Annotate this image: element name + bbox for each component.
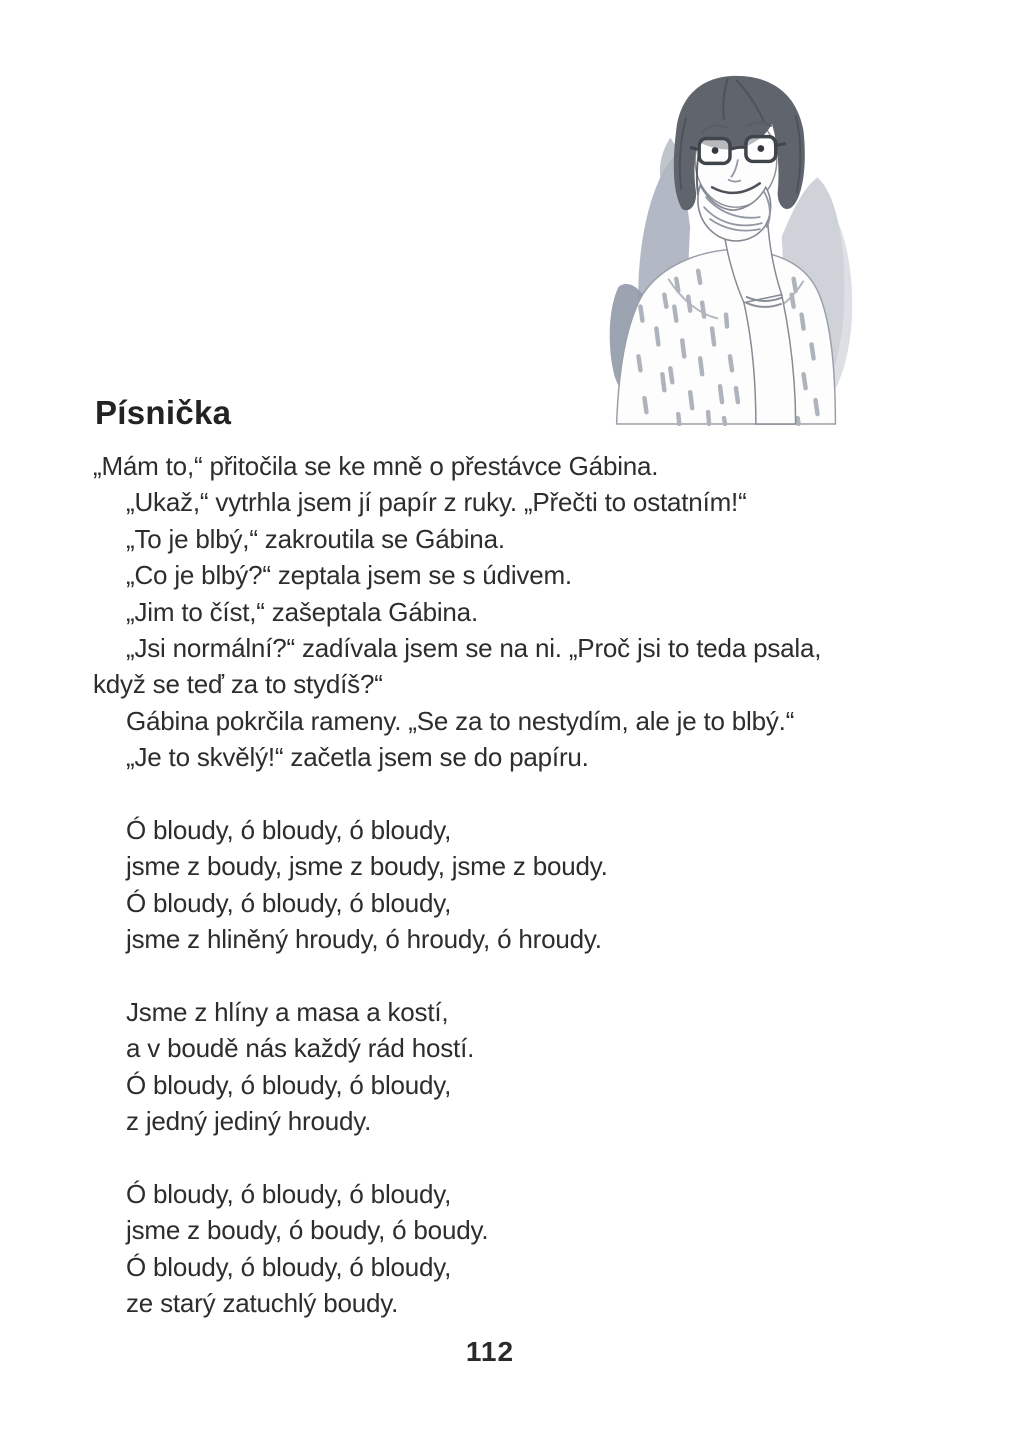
- song-line: z jedný jediný hroudy.: [126, 1106, 372, 1137]
- prose-line: „Ukaž,“ vytrhla jsem jí papír z ruky. „Přečti to ostatním!“: [126, 487, 747, 518]
- chapter-title: Písnička: [95, 394, 232, 432]
- prose-line: „Jim to číst,“ zašeptala Gábina.: [126, 596, 478, 627]
- prose-line: „Je to skvělý!“ začetla jsem se do papíru.: [126, 742, 589, 773]
- song-line: jsme z boudy, jsme z boudy, jsme z boudy.: [126, 851, 608, 882]
- song-line: Ó bloudy, ó bloudy, ó bloudy,: [126, 1251, 452, 1282]
- song-stanza-1: [93, 812, 938, 958]
- left-eye: [712, 147, 719, 154]
- song-line: Ó bloudy, ó bloudy, ó bloudy,: [126, 1069, 452, 1100]
- prose-line: Gábina pokrčila rameny. „Se za to nestydím, ale je to blbý.“: [126, 705, 795, 736]
- prose-line: „Co je blbý?“ zeptala jsem se s údivem.: [126, 560, 572, 591]
- song-line: jsme z hliněný hroudy, ó hroudy, ó hroudy.: [126, 924, 602, 955]
- song-stanza-2: [93, 994, 938, 1140]
- thinking-woman-illustration: [578, 58, 878, 426]
- song-line: ze starý zatuchlý boudy.: [126, 1287, 399, 1318]
- song-line: a v boudě nás každý rád hostí.: [126, 1033, 475, 1064]
- prose-line: „To je blbý,“ zakroutila se Gábina.: [126, 523, 505, 554]
- song-stanza-3: [93, 1176, 938, 1322]
- prose-paragraphs: [93, 448, 938, 776]
- song-line: jsme z boudy, ó boudy, ó boudy.: [126, 1215, 489, 1246]
- song-line: Ó bloudy, ó bloudy, ó bloudy,: [126, 887, 452, 918]
- prose-line: „Mám to,“ přitočila se ke mně o přestávce Gábina.: [93, 451, 659, 481]
- prose-line: „Jsi normální?“ zadívala jsem se na ni. „Proč jsi to teda psala,: [126, 632, 822, 663]
- prose-line: když se teď za to stydíš?“: [93, 669, 383, 700]
- right-eye: [757, 145, 764, 152]
- song-line: Ó bloudy, ó bloudy, ó bloudy,: [126, 1178, 452, 1209]
- page-number: 112: [465, 1336, 515, 1367]
- text-column: [93, 448, 938, 1321]
- song-line: Ó bloudy, ó bloudy, ó bloudy,: [126, 814, 452, 845]
- song-line: Jsme z hlíny a masa a kostí,: [126, 996, 449, 1027]
